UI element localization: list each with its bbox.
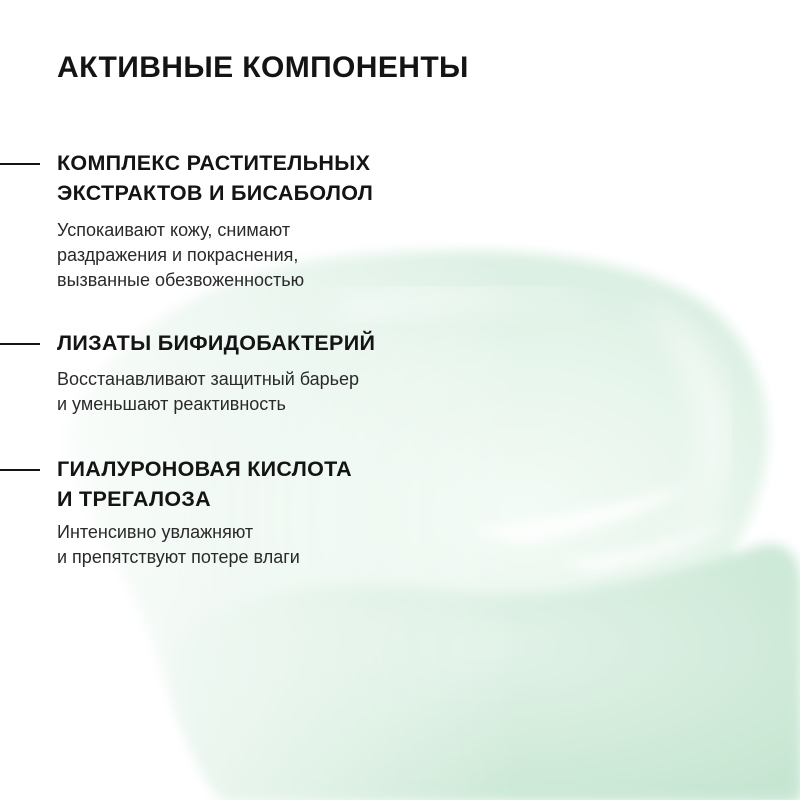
feature-divider-line	[0, 163, 40, 165]
feature-divider-line	[0, 343, 40, 345]
feature-divider-line	[0, 469, 40, 471]
feature-heading-line: КОМПЛЕКС РАСТИТЕЛЬНЫХ	[57, 151, 371, 175]
feature-description	[57, 218, 304, 293]
feature-heading-line: ЭКСТРАКТОВ И БИСАБОЛОЛ	[57, 181, 374, 205]
feature-heading-line: ЛИЗАТЫ БИФИДОБАКТЕРИЙ	[57, 331, 376, 355]
feature-description-line: Восстанавливают защитный барьер	[57, 369, 360, 389]
feature-description-line: вызванные обезвоженностью	[57, 270, 305, 290]
feature-heading	[57, 328, 375, 358]
feature-description	[57, 367, 359, 417]
feature-description-line: Интенсивно увлажняют	[57, 522, 254, 542]
feature-heading	[57, 148, 373, 208]
feature-heading-line: И ТРЕГАЛОЗА	[57, 487, 211, 511]
feature-description	[57, 520, 300, 570]
feature-heading-line: ГИАЛУРОНОВАЯ КИСЛОТА	[57, 457, 353, 481]
feature-description-line: Успокаивают кожу, снимают	[57, 220, 291, 240]
feature-description-line: и уменьшают реактивность	[57, 394, 286, 414]
page-title: АКТИВНЫЕ КОМПОНЕНТЫ	[57, 51, 469, 84]
feature-heading	[57, 454, 352, 514]
feature-description-line: раздражения и покраснения,	[57, 245, 299, 265]
feature-description-line: и препятствуют потере влаги	[57, 547, 300, 567]
